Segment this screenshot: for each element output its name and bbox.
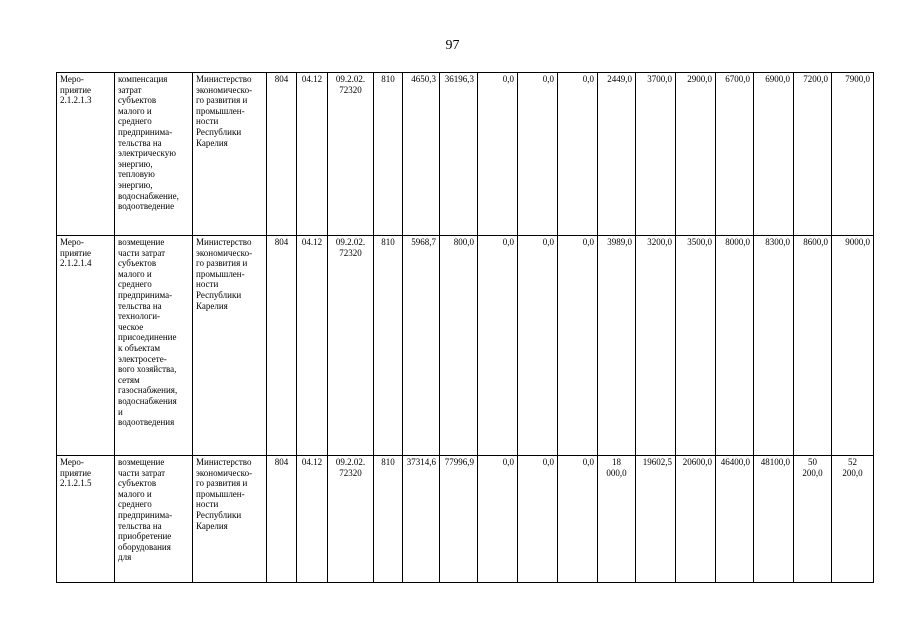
- value-cell: 48100,0: [754, 456, 794, 583]
- value-cell: 0,0: [558, 456, 598, 583]
- cell-line: Республики: [196, 289, 242, 300]
- value-cell: [598, 456, 636, 583]
- cell-line: части затрат: [118, 467, 166, 478]
- value-cell: 6700,0: [716, 73, 754, 236]
- cell-line: затрат: [118, 84, 142, 95]
- cell-line: Министерство: [196, 457, 252, 467]
- value-cell: 36196,3: [440, 73, 478, 236]
- value-cell: 4650,3: [403, 73, 440, 236]
- executor-cell: [193, 73, 267, 236]
- cell-line: Меро-: [60, 74, 84, 84]
- value-cell: 8000,0: [716, 236, 754, 456]
- cell-line: малого и: [118, 105, 152, 116]
- description-cell: [115, 456, 193, 583]
- cell-line: присоединение: [118, 332, 177, 343]
- value-cell: 0,0: [518, 456, 558, 583]
- activity-label-cell: [57, 236, 115, 456]
- value-cell: 37314,6: [403, 456, 440, 583]
- cell-line: предпринима-: [118, 509, 173, 520]
- cell-line: приятие: [60, 84, 92, 95]
- cell-line: экономическо-: [196, 84, 253, 95]
- value-cell: [794, 456, 832, 583]
- value-cell: 3500,0: [676, 236, 716, 456]
- value-cell: 3700,0: [636, 73, 676, 236]
- value-cell: 0,0: [518, 73, 558, 236]
- cell-line: предпринима-: [118, 126, 173, 137]
- cell-line: ности: [196, 499, 219, 510]
- cell-line: 09.2.02.: [335, 457, 366, 467]
- cell-line: ческое: [118, 321, 144, 332]
- cell-line: 72320: [339, 247, 362, 258]
- value-cell: 5968,7: [403, 236, 440, 456]
- cell-line: тельства на: [118, 300, 162, 311]
- table-row: [57, 73, 874, 236]
- cell-line: Республики: [196, 509, 242, 520]
- vr-cell: 810: [374, 456, 403, 583]
- value-cell: 9000,0: [832, 236, 874, 456]
- page-number: 97: [445, 38, 460, 53]
- cell-line: оборудования: [118, 541, 171, 552]
- cell-line: Карелия: [196, 137, 228, 148]
- cell-line: электросете-: [118, 353, 167, 364]
- cell-line: Республики: [196, 126, 242, 137]
- value-cell: 0,0: [558, 73, 598, 236]
- rzpr-cell: 04.12: [297, 456, 328, 583]
- value-cell: 20600,0: [676, 456, 716, 583]
- cell-line: приобретение: [118, 531, 172, 542]
- cell-line: Министерство: [196, 74, 252, 84]
- cell-line: 52: [848, 457, 857, 467]
- cell-line: го развития и: [196, 95, 248, 106]
- cell-line: 200,0: [802, 467, 823, 478]
- value-cell: 3989,0: [598, 236, 636, 456]
- cell-line: Министерство: [196, 237, 252, 247]
- cell-line: вого хозяйства,: [118, 364, 177, 375]
- cell-line: водоотведение: [118, 201, 175, 212]
- cell-line: технологи-: [118, 311, 161, 322]
- cell-line: 50: [808, 457, 817, 467]
- cell-line: возмещение: [118, 237, 165, 247]
- csr-cell: [328, 73, 374, 236]
- cell-line: сетям: [118, 374, 140, 385]
- cell-line: малого и: [118, 488, 152, 499]
- value-cell: 2900,0: [676, 73, 716, 236]
- cell-line: тельства на: [118, 137, 162, 148]
- cell-line: 2.1.2.1.5: [60, 478, 92, 489]
- cell-line: к объектам: [118, 342, 161, 353]
- executor-cell: [193, 236, 267, 456]
- value-cell: 2449,0: [598, 73, 636, 236]
- cell-line: тельства на: [118, 520, 162, 531]
- cell-line: приятие: [60, 467, 92, 478]
- value-cell: 800,0: [440, 236, 478, 456]
- cell-line: субъектов: [118, 478, 157, 489]
- rzpr-cell: 04.12: [297, 236, 328, 456]
- value-cell: 19602,5: [636, 456, 676, 583]
- value-cell: 0,0: [478, 236, 518, 456]
- value-cell: 8600,0: [794, 236, 832, 456]
- value-cell: 77996,9: [440, 456, 478, 583]
- cell-line: водоотведения: [118, 417, 175, 428]
- cell-line: субъектов: [118, 95, 157, 106]
- cell-line: 200,0: [842, 467, 863, 478]
- cell-line: тепловую: [118, 169, 155, 180]
- description-cell: [115, 73, 193, 236]
- cell-line: энергию,: [118, 158, 153, 169]
- cell-line: 18: [612, 457, 621, 467]
- cell-line: водоснабжение,: [118, 190, 179, 201]
- vr-cell: 810: [374, 236, 403, 456]
- cell-line: промышлен-: [196, 488, 245, 499]
- value-cell: 0,0: [478, 73, 518, 236]
- cell-line: возмещение: [118, 457, 165, 467]
- budget-table: [56, 72, 874, 583]
- cell-line: энергию,: [118, 179, 153, 190]
- cell-line: экономическо-: [196, 467, 253, 478]
- executor-cell: [193, 456, 267, 583]
- cell-line: го развития и: [196, 258, 248, 269]
- cell-line: го развития и: [196, 478, 248, 489]
- grbs-cell: 804: [267, 73, 297, 236]
- cell-line: газоснабжения,: [118, 385, 178, 396]
- cell-line: компенсация: [118, 74, 168, 84]
- value-cell: 8300,0: [754, 236, 794, 456]
- csr-cell: [328, 236, 374, 456]
- value-cell: [832, 456, 874, 583]
- value-cell: 0,0: [518, 236, 558, 456]
- cell-line: 72320: [339, 467, 362, 478]
- value-cell: 7900,0: [832, 73, 874, 236]
- cell-line: ности: [196, 279, 219, 290]
- cell-line: ности: [196, 116, 219, 127]
- cell-line: промышлен-: [196, 105, 245, 116]
- vr-cell: 810: [374, 73, 403, 236]
- cell-line: 72320: [339, 84, 362, 95]
- cell-line: Меро-: [60, 457, 84, 467]
- cell-line: 000,0: [606, 467, 627, 478]
- activity-label-cell: [57, 73, 115, 236]
- rzpr-cell: 04.12: [297, 73, 328, 236]
- value-cell: 46400,0: [716, 456, 754, 583]
- cell-line: 09.2.02.: [335, 237, 366, 247]
- cell-line: среднего: [118, 499, 152, 510]
- grbs-cell: 804: [267, 236, 297, 456]
- value-cell: 6900,0: [754, 73, 794, 236]
- cell-line: части затрат: [118, 247, 166, 258]
- table-row: [57, 456, 874, 583]
- description-cell: [115, 236, 193, 456]
- cell-line: среднего: [118, 116, 152, 127]
- cell-line: промышлен-: [196, 268, 245, 279]
- grbs-cell: 804: [267, 456, 297, 583]
- csr-cell: [328, 456, 374, 583]
- cell-line: субъектов: [118, 258, 157, 269]
- cell-line: для: [118, 552, 132, 563]
- cell-line: малого и: [118, 268, 152, 279]
- table-row: [57, 236, 874, 456]
- cell-line: 2.1.2.1.3: [60, 95, 92, 106]
- cell-line: Карелия: [196, 300, 228, 311]
- cell-line: Меро-: [60, 237, 84, 247]
- value-cell: 0,0: [478, 456, 518, 583]
- cell-line: среднего: [118, 279, 152, 290]
- cell-line: 2.1.2.1.4: [60, 258, 92, 269]
- cell-line: экономическо-: [196, 247, 253, 258]
- cell-line: электрическую: [118, 148, 177, 159]
- cell-line: приятие: [60, 247, 92, 258]
- value-cell: 7200,0: [794, 73, 832, 236]
- cell-line: и: [118, 406, 123, 417]
- cell-line: 09.2.02.: [335, 74, 366, 84]
- activity-label-cell: [57, 456, 115, 583]
- value-cell: 0,0: [558, 236, 598, 456]
- cell-line: водоснабжения: [118, 395, 177, 406]
- cell-line: предпринима-: [118, 289, 173, 300]
- cell-line: Карелия: [196, 520, 228, 531]
- value-cell: 3200,0: [636, 236, 676, 456]
